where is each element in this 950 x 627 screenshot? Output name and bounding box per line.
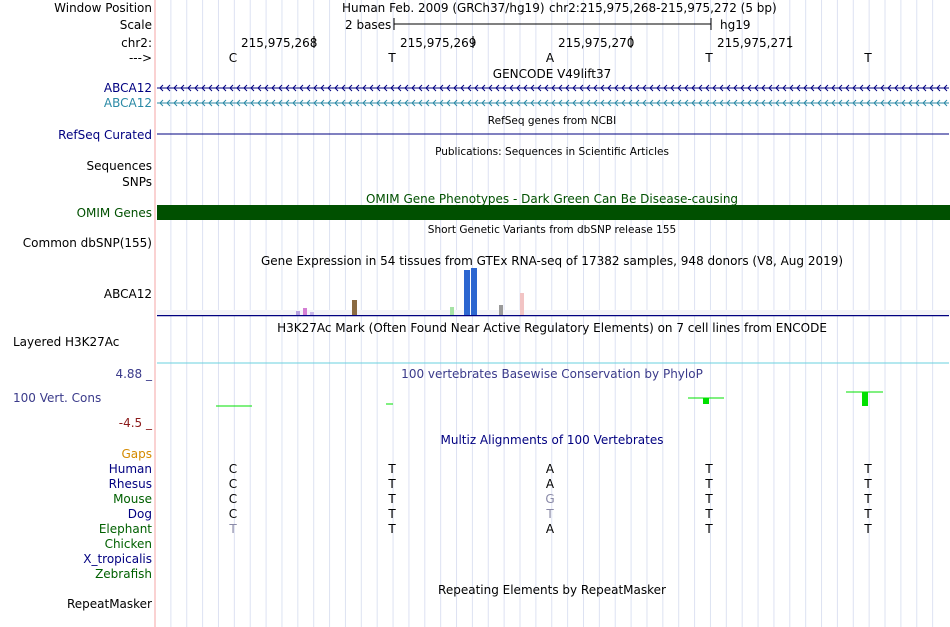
publications-track-title[interactable]: Publications: Sequences in Scientific Articles (435, 146, 669, 158)
omim-gene-bar (157, 205, 950, 220)
strand-arrow-label: ---> (128, 51, 152, 65)
alignment-base: C (228, 507, 238, 521)
conservation-label[interactable]: 100 Vert. Cons (13, 391, 102, 405)
refseq-curated-label[interactable]: RefSeq Curated (58, 128, 152, 142)
ruler-base: C (228, 51, 238, 65)
gtex-track-title[interactable]: Gene Expression in 54 tissues from GTEx RNA-seq of 17382 samples, 948 donors (V8, Aug 2019) (260, 254, 844, 268)
repeatmasker-track-title[interactable]: Repeating Elements by RepeatMasker (438, 583, 666, 597)
chr-label: chr2: (121, 36, 152, 50)
alignment-base: T (864, 462, 872, 476)
alignment-base: T (864, 477, 872, 491)
alignment-base: T (388, 522, 396, 536)
species-label-rhesus: Rhesus (108, 477, 152, 491)
gtex-gene-label[interactable]: ABCA12 (103, 287, 152, 301)
db-label: hg19 (720, 18, 751, 32)
alignment-base: A (545, 477, 555, 491)
snps-label[interactable]: SNPs (122, 175, 152, 189)
alignment-base: A (545, 522, 555, 536)
ruler-base: T (864, 51, 872, 65)
species-label-mouse: Mouse (113, 492, 152, 506)
alignment-base: T (705, 507, 713, 521)
alignment-base: T (864, 492, 872, 506)
species-label-chicken: Chicken (104, 537, 152, 551)
assembly-title: Human Feb. 2009 (GRCh37/hg19) (342, 1, 545, 15)
conservation-min-label: -4.5 _ (118, 416, 152, 430)
ruler-base: T (705, 51, 713, 65)
alignment-base: T (705, 522, 713, 536)
phylop-bar (862, 392, 868, 406)
gtex-tissue-bar (310, 312, 314, 315)
gtex-tissue-bar (471, 268, 477, 315)
gencode-track-title[interactable]: GENCODE V49lift37 (492, 67, 612, 81)
alignment-base: G (545, 492, 555, 506)
phylop-bar (703, 398, 709, 404)
species-label-zebrafish: Zebrafish (95, 567, 152, 581)
species-label-dog: Dog (127, 507, 152, 521)
alignment-base: A (545, 462, 555, 476)
h3k27ac-track-title[interactable]: H3K27Ac Mark (Often Found Near Active Regulatory Elements) on 7 cell lines from ENCODE (277, 321, 827, 335)
alignment-base: T (388, 462, 396, 476)
alignment-base: T (705, 462, 713, 476)
gtex-tissue-bar (303, 308, 307, 315)
gtex-tissue-bar (499, 305, 503, 315)
alignment-base: T (388, 507, 396, 521)
gaps-label: Gaps (121, 447, 152, 461)
gene-label-abca12[interactable]: ABCA12 (103, 81, 152, 95)
gtex-tissue-bar (450, 307, 454, 315)
ruler-tick-label: 215,975,269 (400, 36, 477, 50)
alignment-base: T (705, 477, 713, 491)
omim-genes-label[interactable]: OMIM Genes (76, 206, 152, 220)
gtex-tissue-bar (296, 311, 300, 315)
scale-label: Scale (119, 18, 152, 32)
alignment-base: T (864, 522, 872, 536)
species-label-x_tropicalis: X_tropicalis (83, 552, 152, 566)
phylop-track-title[interactable]: 100 vertebrates Basewise Conservation by PhyloP (401, 367, 703, 381)
multiz-track-title[interactable]: Multiz Alignments of 100 Vertebrates (440, 433, 664, 447)
sequences-label[interactable]: Sequences (86, 159, 152, 173)
species-label-human: Human (108, 462, 152, 476)
alignment-base: T (388, 492, 396, 506)
conservation-max-label: 4.88 _ (115, 367, 152, 381)
window-position-label: Window Position (54, 1, 152, 15)
alignment-base: T (546, 507, 554, 521)
ruler-base: T (388, 51, 396, 65)
position-readout: chr2:215,975,268-215,975,272 (5 bp) (549, 1, 777, 15)
alignment-base: T (388, 477, 396, 491)
alignment-base: T (864, 507, 872, 521)
refseq-track-title[interactable]: RefSeq genes from NCBI (487, 115, 617, 127)
alignment-base: C (228, 492, 238, 506)
h3k27ac-label[interactable]: Layered H3K27Ac (13, 335, 120, 349)
omim-track-title[interactable]: OMIM Gene Phenotypes - Dark Green Can Be Disease-causing (365, 192, 739, 206)
dbsnp-track-title[interactable]: Short Genetic Variants from dbSNP release 155 (427, 224, 677, 236)
alignment-base: C (228, 462, 238, 476)
species-label-elephant: Elephant (98, 522, 152, 536)
gene-label-abca12-alt[interactable]: ABCA12 (103, 96, 152, 110)
gtex-shading (157, 310, 950, 315)
ruler-base: A (545, 51, 555, 65)
dbsnp-label[interactable]: Common dbSNP(155) (22, 236, 152, 250)
scale-bar-text: 2 bases (345, 18, 392, 32)
gtex-tissue-bar (464, 270, 470, 315)
gtex-tissue-bar (352, 300, 357, 315)
ruler-tick-label: 215,975,271 (717, 36, 794, 50)
alignment-base: T (229, 522, 237, 536)
ruler-tick-label: 215,975,270 (558, 36, 635, 50)
repeatmasker-label[interactable]: RepeatMasker (66, 597, 152, 611)
alignment-base: C (228, 477, 238, 491)
ruler-tick-label: 215,975,268 (241, 36, 318, 50)
gtex-tissue-bar (520, 293, 524, 315)
alignment-base: T (705, 492, 713, 506)
